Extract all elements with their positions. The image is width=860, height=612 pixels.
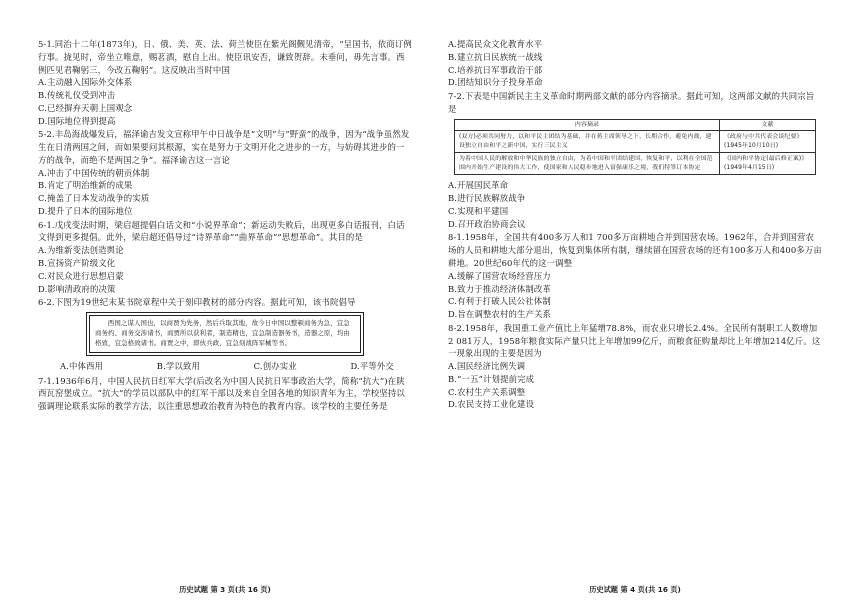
option-c: C.已经摒弃天朝上国观念 bbox=[38, 102, 133, 113]
table-row bbox=[455, 153, 816, 175]
question-stem: 8-1.1958年，全国共有400多万人和1 700多万亩耕地合并到国营农场。1962年，合并到国营农场的人员和耕地大部分退出，恢复到集体所有制，继续留在国营农场的还有100多万人和400多万亩耕地。20世纪60年代的这一调整 bbox=[448, 232, 822, 268]
question-5-1 bbox=[38, 38, 412, 127]
page-3-content bbox=[38, 38, 412, 414]
option-b: B.致力于推动经济体制改革 bbox=[448, 283, 551, 294]
option-b: B.建立抗日民族统一战线 bbox=[448, 51, 543, 62]
option-c: C.对民众进行思想启蒙 bbox=[38, 270, 124, 281]
question-stem: 8-2.1958年，我国重工业产值比上年猛增78.8%，而农业只增长2.4%。全民所有制职工人数增加2 081万人，1958年粮食实际产量只比上年增加99亿斤，而粮食征购量却比上年增加214亿斤。这一现象出现的主要是因为 bbox=[448, 322, 821, 359]
option-b: B.肯定了明治维新的成果 bbox=[38, 180, 133, 191]
option-d: D.平等外交 bbox=[350, 360, 394, 371]
option-c: C.创办实业 bbox=[253, 360, 297, 371]
option-d: D.农民支持工业化建设 bbox=[448, 399, 535, 410]
option-a: A.冲击了中国传统的朝贡体制 bbox=[38, 167, 150, 178]
option-b: B.传统礼仪受到冲击 bbox=[38, 90, 116, 101]
option-b: B.进行民族解放战争 bbox=[448, 193, 526, 204]
page-4 bbox=[430, 0, 860, 612]
question-7-2 bbox=[448, 90, 822, 230]
page-footer: 历史试题 第 4 页(共 16 页) bbox=[589, 585, 681, 595]
question-stem: 5-1.同治十二年(1873年)，日、俄、美、英、法、荷兰使臣在紫光阁觐见清帝，“呈国书，依商订例行事。拢见时，帝坐立唯意，赐茗酒，慰自上出。使臣讯安否，谦致贺辞。未垂问，毋先言事。西例匹见君鞠躬三，今改五鞠躬”。这反映出当时中国 bbox=[38, 39, 412, 75]
option-b: B.“一五”计划提前完成 bbox=[448, 373, 535, 384]
question-5-2 bbox=[38, 128, 412, 217]
table-header-source: 文献 bbox=[720, 119, 816, 131]
table-row bbox=[455, 131, 816, 153]
question-6-2 bbox=[38, 296, 412, 372]
question-stem: 6-1.戊戌变法时期，梁启超提倡白话文和“小说界革命”；新运动失败后，出现更多白话报刊，白话文得到更多提倡。此外，梁启超还倡导过“诗界革命”“曲界革命”“思想革命”。其目的是 bbox=[38, 219, 405, 243]
question-8-2 bbox=[448, 322, 822, 411]
page-footer: 历史试题 第 3 页(共 16 页) bbox=[179, 585, 271, 595]
table-cell-source: 《国内和平协定(最后修正案)》(1949年4月15日) bbox=[720, 153, 816, 175]
question-stem: 6-2.下图为19世纪末某书院章程中关于刻印教材的部分内容。据此可知，该书院倡导 bbox=[38, 297, 356, 308]
option-d: D.召开政治协商会议 bbox=[448, 218, 526, 229]
question-6-1 bbox=[38, 219, 412, 296]
option-a: A.国民经济比例失调 bbox=[448, 361, 526, 372]
question-7-1-options bbox=[448, 38, 822, 89]
table-cell-content: 为着中国人民的解放和中华民族的独立自由，为着中国和平团结建国，恢复和平，以利在全国范围内开始生产建设的伟大工作，使国家和人民稳步地进入富强康乐之境，我们特签订本协定 bbox=[455, 153, 720, 175]
option-a: A.开展国民革命 bbox=[448, 180, 509, 191]
options-row bbox=[38, 360, 412, 373]
question-8-1 bbox=[448, 231, 822, 320]
documents-table bbox=[454, 119, 816, 176]
option-d: D.提升了日本的国际地位 bbox=[38, 205, 133, 216]
option-c: C.掩盖了日本发动战争的实质 bbox=[38, 193, 150, 204]
option-a: A.主动融入国际外交体系 bbox=[38, 77, 133, 88]
option-a: A.缓解了国营农场经营压力 bbox=[448, 270, 551, 281]
option-b: B.学以致用 bbox=[156, 360, 200, 371]
question-stem: 5-2.丰岛海战爆发后，福泽谕吉发文宣称甲午中日战争是“文明”与“野蛮”的战争，因为“战争虽然发生在日清两国之间，而如果要问其根源，实在是努力于文明开化之进步的一方，与妨碍其进步的一方的战争，而绝不是两国之争”。福泽谕吉这一言论 bbox=[38, 129, 410, 165]
excerpt-text: 西国之谋人国也，以商贾为先务，然后兵取其地，故今日中国以整顿商务为急，宜急商务约、商务交涉诸书，商贾所以获利者，制造精也，宜急制造器务书，造器之原，均由格致，宜急格致诸书。商贾之中，即伙兵政，宜急刻战阵军械等书。 bbox=[89, 315, 361, 353]
page-4-content bbox=[448, 38, 822, 412]
question-7-1 bbox=[38, 375, 412, 413]
table-header-content: 内容摘录 bbox=[455, 119, 720, 131]
table-cell-source: 《政府与中共代表会谈纪要》(1945年10月10日) bbox=[720, 131, 816, 153]
option-a: A.为维新变法创造舆论 bbox=[38, 245, 124, 256]
table-cell-content: (双方)必须共同努力，以和平民主团结为基础，并在蒋主席领导之下，长期合作，避免内战，建设独立自由和平之新中国，实行三民主义 bbox=[455, 131, 720, 153]
option-d: D.影响清政府的决策 bbox=[38, 283, 116, 294]
option-b: B.宣扬资产阶级文化 bbox=[38, 258, 116, 269]
option-c: C.有利于打破人民公社体制 bbox=[448, 296, 551, 307]
question-stem: 7-2.下表是中国新民主主义革命时期两部文献的部分内容摘录。据此可知，这两部文献的共同宗旨是 bbox=[448, 91, 815, 114]
option-c: C.实现和平建国 bbox=[448, 205, 509, 216]
option-c: C.培养抗日军事政治干部 bbox=[448, 64, 543, 75]
option-a: A.中体西用 bbox=[60, 360, 104, 371]
option-d: D.国际地位得到提高 bbox=[38, 115, 116, 126]
excerpt-box bbox=[86, 312, 364, 356]
question-stem: 7-1.1936年6月，中国人民抗日红军大学(后改名为中国人民抗日军事政治大学，简称“抗大”)在陕西瓦窑堡成立。“抗大”的学员以部队中的红军干部以及来自全国各地的知识青年为主，学校坚持以强调理论联系实际的教学方法，以注重思想政治教育为特色的教育内容。该学校的主要任务是 bbox=[38, 375, 405, 412]
option-a: A.提高民众文化教育水平 bbox=[448, 39, 543, 49]
option-d: D.团结知识分子投身革命 bbox=[448, 77, 543, 88]
option-d: D.旨在调整农村的生产关系 bbox=[448, 309, 552, 320]
option-c: C.农村生产关系调整 bbox=[448, 386, 526, 397]
